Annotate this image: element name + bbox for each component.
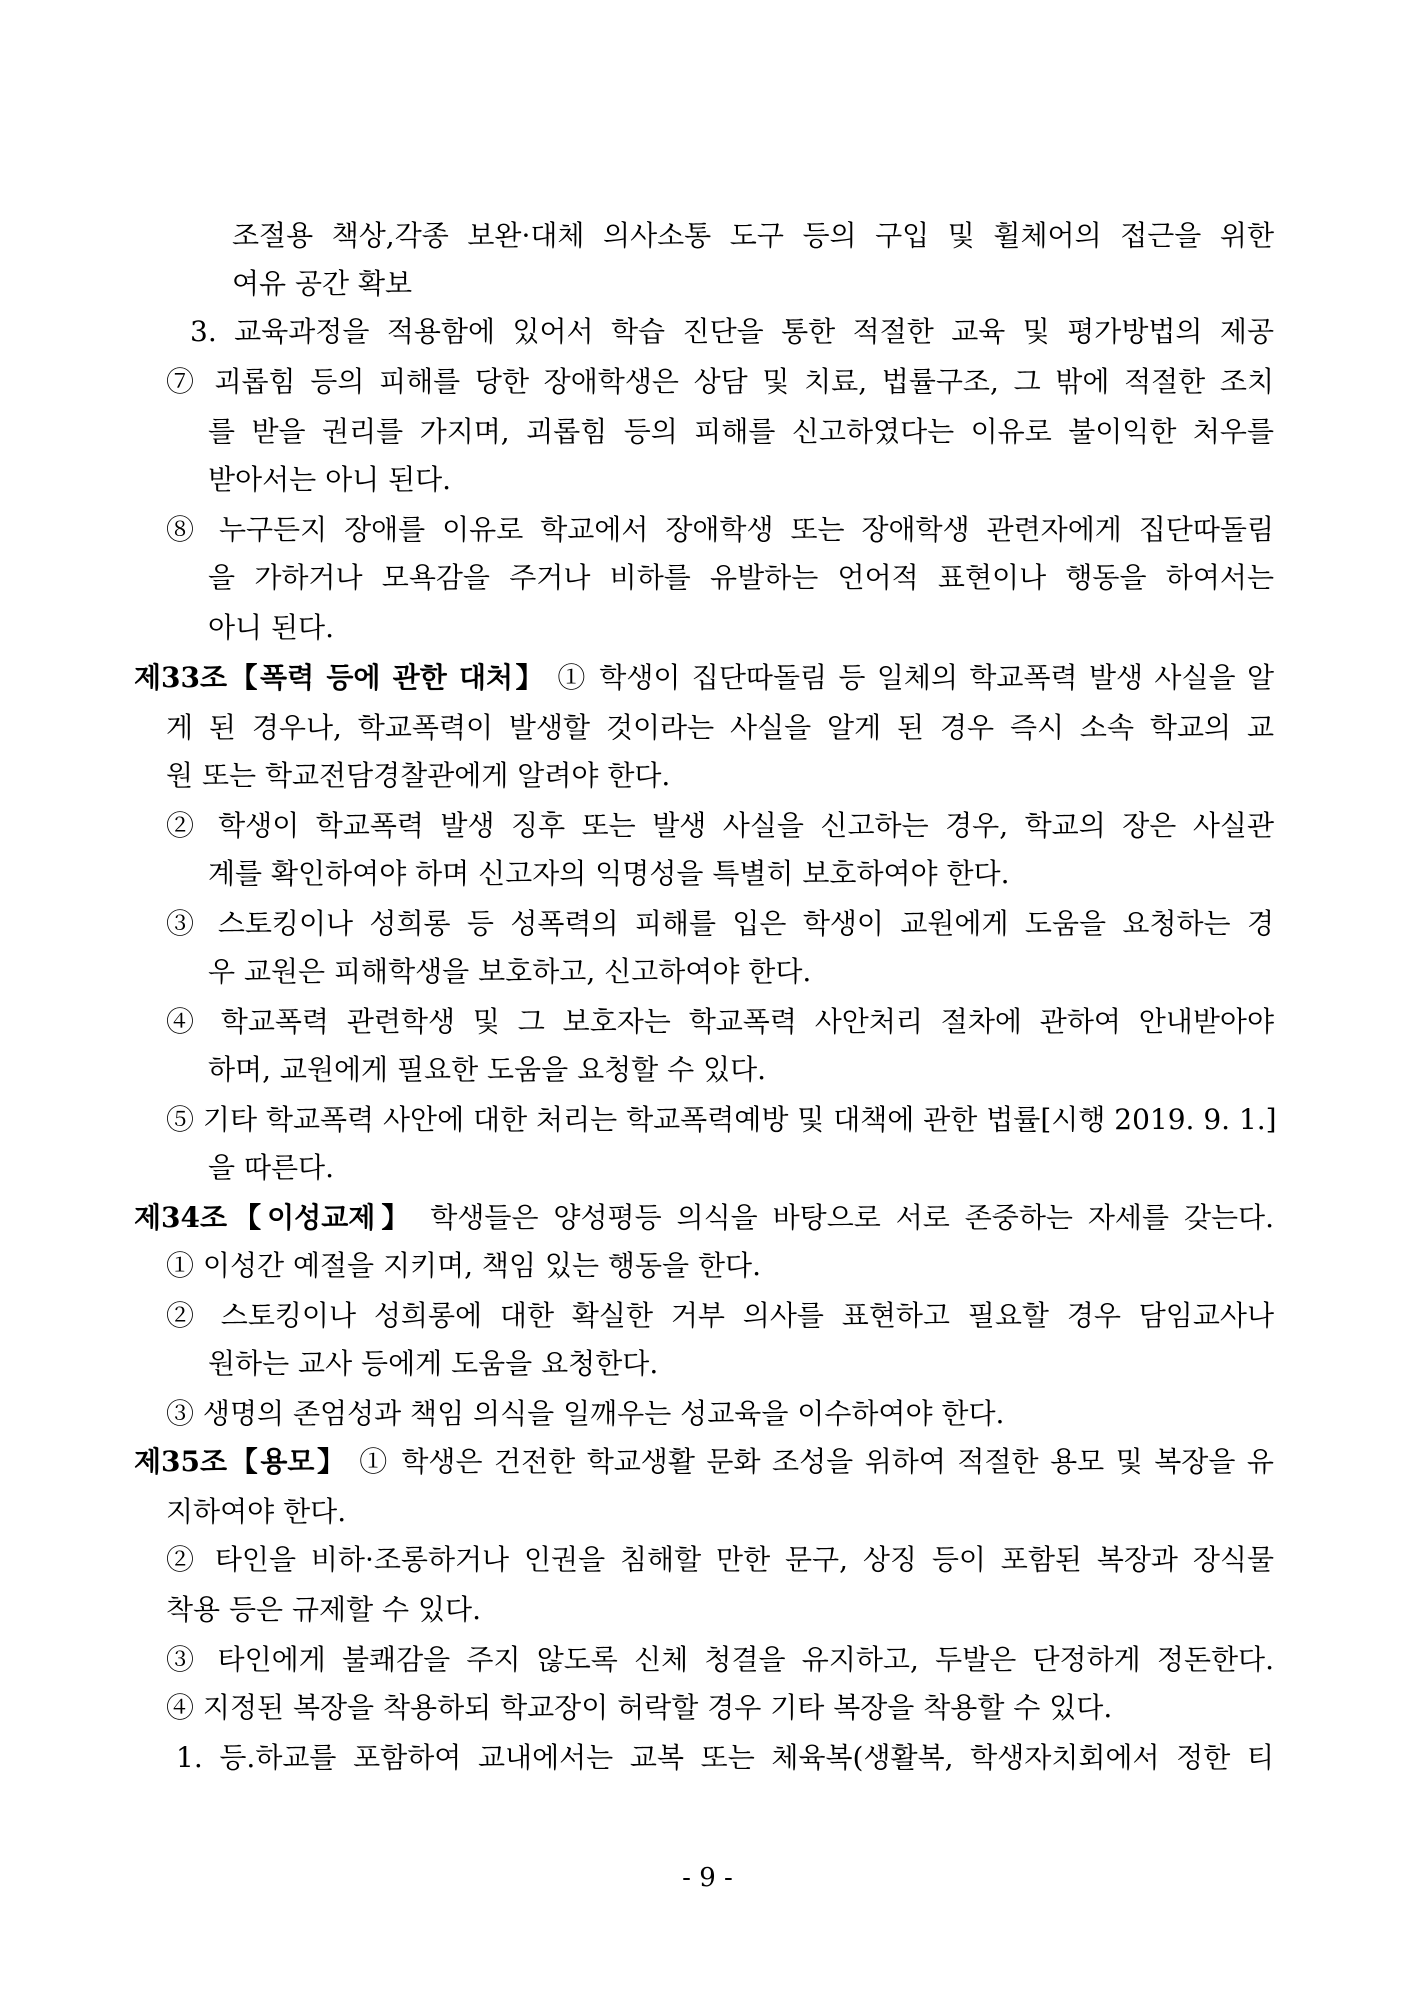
article-title: 제35조【용모】 — [134, 1445, 348, 1478]
clause-item: ② 타인을 비하·조롱하거나 인권을 침해할 만한 문구, 상징 등이 포함된 복장과 장식물 — [166, 1543, 1274, 1576]
text-line: 하며, 교원에게 필요한 도움을 요청할 수 있다. — [208, 1053, 767, 1086]
clause-item: ⑦ 괴롭힘 등의 피해를 당한 장애학생은 상담 및 치료, 법률구조, 그 밖에 적절한 조치 — [166, 365, 1274, 398]
text-line: 계를 확인하여야 하며 신고자의 익명성을 특별히 보호하여야 한다. — [208, 857, 1010, 890]
text-line: 지하여야 한다. — [166, 1495, 347, 1528]
text-line: 를 받을 권리를 가지며, 괴롭힘 등의 피해를 신고하였다는 이유로 불이익한 처우를 — [208, 415, 1274, 448]
clause-item: ② 스토킹이나 성희롱에 대한 확실한 거부 의사를 표현하고 필요할 경우 담임교사나 — [166, 1299, 1274, 1332]
text-line: 조절용 책상,각종 보완·대체 의사소통 도구 등의 구입 및 휠체어의 접근을 위한 — [232, 219, 1274, 252]
list-item: 1. 등.하교를 포함하여 교내에서는 교복 또는 체육복(생활복, 학생자치회에서 정한 티 — [176, 1741, 1274, 1774]
text-line: 여유 공간 확보 — [232, 267, 413, 300]
clause-item: ⑧ 누구든지 장애를 이유로 학교에서 장애학생 또는 장애학생 관련자에게 집단따돌림 — [166, 513, 1274, 546]
text-line: 받아서는 아니 된다. — [208, 463, 452, 496]
list-item: 3. 교육과정을 적용함에 있어서 학습 진단을 통한 적절한 교육 및 평가방법의 제공 — [190, 315, 1274, 348]
article-text: 학생들은 양성평등 의식을 바탕으로 서로 존중하는 자세를 갖는다. — [415, 1201, 1274, 1234]
text-line: 원하는 교사 등에게 도움을 요청한다. — [208, 1347, 659, 1380]
clause-item: ⑤ 기타 학교폭력 사안에 대한 처리는 학교폭력예방 및 대책에 관한 법률[시행 2019. 9. 1.] — [166, 1103, 1277, 1136]
text-line: 원 또는 학교전담경찰관에게 알려야 한다. — [166, 759, 671, 792]
text-line: 을 가하거나 모욕감을 주거나 비하를 유발하는 언어적 표현이나 행동을 하여서는 — [208, 561, 1274, 594]
clause-item: ④ 학교폭력 관련학생 및 그 보호자는 학교폭력 사안처리 절차에 관하여 안내받아야 — [166, 1005, 1274, 1038]
clause-item: ② 학생이 학교폭력 발생 징후 또는 발생 사실을 신고하는 경우, 학교의 장은 사실관 — [166, 809, 1274, 842]
article-35-heading — [134, 1442, 1274, 1482]
clause-item: ③ 타인에게 불쾌감을 주지 않도록 신체 청결을 유지하고, 두발은 단정하게 정돈한다. — [166, 1643, 1274, 1676]
clause-item: ③ 스토킹이나 성희롱 등 성폭력의 피해를 입은 학생이 교원에게 도움을 요청하는 경 — [166, 907, 1274, 940]
text-line: 착용 등은 규제할 수 있다. — [166, 1593, 481, 1626]
article-title: 제34조【이성교제】 — [134, 1201, 416, 1234]
text-line: 우 교원은 피해학생을 보호하고, 신고하여야 한다. — [208, 955, 812, 988]
text-line: 을 따른다. — [208, 1151, 334, 1184]
clause-item: ① 이성간 예절을 지키며, 책임 있는 행동을 한다. — [166, 1249, 761, 1282]
article-34-heading — [134, 1198, 1274, 1238]
article-33-heading — [134, 658, 1274, 698]
clause-item: ③ 생명의 존엄성과 책임 의식을 일깨우는 성교육을 이수하여야 한다. — [166, 1397, 1005, 1430]
page-number: - 9 - — [682, 1863, 733, 1893]
article-text: ① 학생은 건전한 학교생활 문화 조성을 위하여 적절한 용모 및 복장을 유 — [347, 1445, 1274, 1478]
article-text: ① 학생이 집단따돌림 등 일체의 학교폭력 발생 사실을 알 — [546, 661, 1274, 694]
article-title: 제33조【폭력 등에 관한 대처】 — [134, 661, 547, 694]
text-line: 아니 된다. — [208, 611, 334, 644]
text-line: 게 된 경우나, 학교폭력이 발생할 것이라는 사실을 알게 된 경우 즉시 소속 학교의 교 — [166, 711, 1274, 744]
clause-item: ④ 지정된 복장을 착용하되 학교장이 허락할 경우 기타 복장을 착용할 수 있다. — [166, 1691, 1113, 1724]
